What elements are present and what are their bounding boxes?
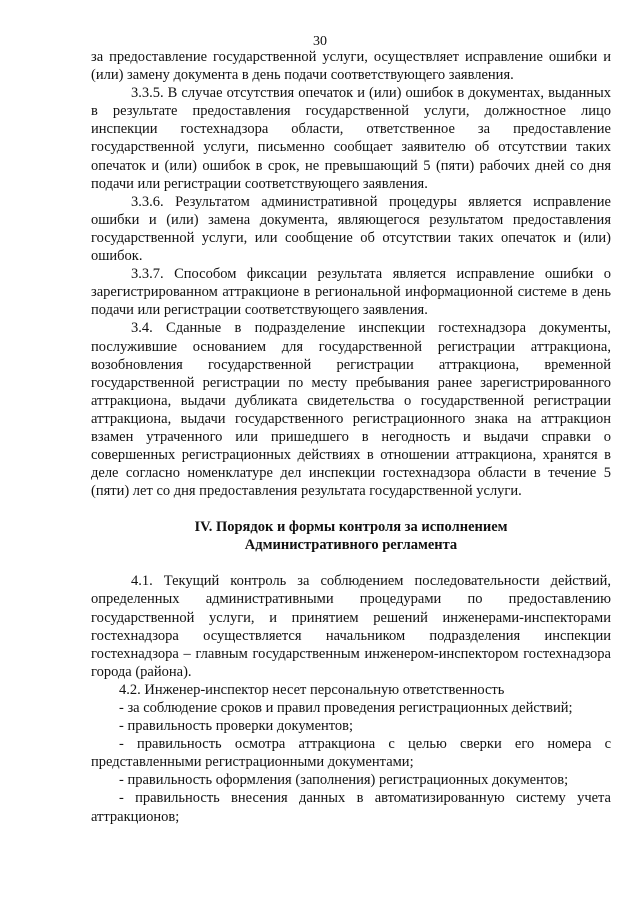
- section-heading-line-2: Административного регламента: [244, 537, 458, 554]
- section-heading-line-1: IV. Порядок и формы контроля за исполнением: [194, 519, 508, 536]
- paragraph-3-3-7: 3.3.7. Способом фиксации результата является исправление ошибки о зарегистрированном аттракционе в региональной информационной системе в день подачи или регистрации соответствующего заявления.: [91, 266, 611, 319]
- list-item: - правильность оформления (заполнения) регистрационных документов;: [119, 772, 569, 789]
- paragraph-4-1: 4.1. Текущий контроль за соблюдением последовательности действий, определенных административными процедурами по предоставлению государственной услуги, и принятием решений инженерами-инспекторами гостехнадзора осуществляется начальником подразделения инспекции гостехнадзора – главным государственным инженером-инспектором гостехнадзора города (района).: [91, 573, 611, 680]
- page-number: 30: [313, 34, 327, 49]
- section-spacer: [91, 554, 611, 572]
- paragraph-4-2: 4.2. Инженер-инспектор несет персональную ответственность: [119, 681, 505, 698]
- list-item: - за соблюдение сроков и правил проведения регистрационных действий;: [119, 700, 573, 716]
- paragraph-continuation: за предоставление государственной услуги, осуществляет исправление ошибки и (или) замену документа в день подачи соответствующего заявления.: [91, 49, 611, 84]
- list-item: - правильность внесения данных в автоматизированную систему учета аттракционов;: [91, 790, 611, 825]
- paragraph-3-3-5: 3.3.5. В случае отсутствия опечаток и (или) ошибок в документах, выданных в результате предоставления государственной услуги, должностное лицо инспекции гостехнадзора области, ответственное за предоставление государственной услуги, письменно сообщает заявителю об отсутствии таких опечаток и (или) ошибок в срок, не превышающий 5 (пяти) рабочих дней со дня подачи или регистрации соответствующего заявления.: [91, 85, 611, 192]
- paragraph-3-3-6: 3.3.6. Результатом административной процедуры является исправление ошибки и (или) замена документа, являющегося результатом предоставления государственной услуги, или сообщение об отсутствии таких опечаток и (или) ошибок.: [91, 193, 611, 265]
- list-item: - правильность осмотра аттракциона с целью сверки его номера с представленными регистрационными документами;: [91, 736, 611, 771]
- paragraph-3-4: 3.4. Сданные в подразделение инспекции гостехнадзора документы, послужившие основанием для государственной регистрации аттракциона, возобновления государственной регистрации аттракциона, временной государственной регистрации по месту пребывания ранее зарегистрированного аттракциона, выдачи дубликата свидетельства о государственной регистрации аттракциона, выдачи государственного регистрационного знака на аттракцион взамен утраченного или пришедшего в негодность и выдачи справки о совершенных регистрационных действиях в отношении аттракциона, хранятся в деле согласно номенклатуре дел инспекции гостехнадзора области в течение 5 (пяти) лет со дня предоставления результата государственной услуги.: [91, 320, 611, 500]
- document-body: [91, 48, 611, 826]
- list-item: - правильность проверки документов;: [119, 718, 354, 735]
- section-heading: [91, 518, 611, 554]
